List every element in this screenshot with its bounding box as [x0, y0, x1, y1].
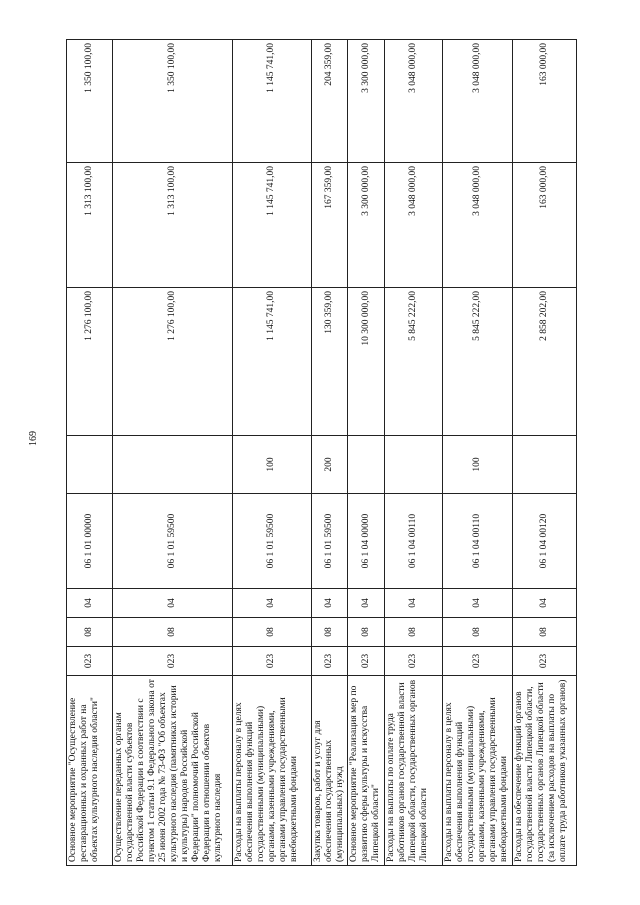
table-row	[348, 40, 385, 866]
row-amount-year3: 3 048 000,00	[385, 40, 443, 163]
row-expense-type	[513, 436, 577, 494]
row-amount-year1: 2 858 202,00	[513, 288, 577, 436]
row-amount-year2: 3 048 000,00	[443, 163, 513, 288]
row-section: 08	[312, 618, 348, 647]
table-row	[513, 40, 577, 866]
row-admin-code: 023	[513, 647, 577, 676]
row-target-article: 06 1 01 59500	[233, 494, 312, 589]
row-section: 08	[443, 618, 513, 647]
row-section: 08	[513, 618, 577, 647]
row-expense-type: 200	[312, 436, 348, 494]
row-amount-year1: 1 145 741,00	[233, 288, 312, 436]
row-amount-year2: 167 359,00	[312, 163, 348, 288]
row-subsection: 04	[67, 589, 113, 618]
row-section: 08	[113, 618, 233, 647]
rotated-page	[66, 40, 572, 866]
row-name: Основное мероприятие "Реализация мер по развитию сферы культуры и искусства Липецкой области"	[348, 676, 385, 866]
row-amount-year1: 130 359,00	[312, 288, 348, 436]
row-amount-year3: 3 048 000,00	[443, 40, 513, 163]
row-amount-year1: 1 276 100,00	[113, 288, 233, 436]
table-row	[113, 40, 233, 866]
row-expense-type	[113, 436, 233, 494]
row-subsection: 04	[113, 589, 233, 618]
table-row	[67, 40, 113, 866]
row-amount-year2: 163 000,00	[513, 163, 577, 288]
row-name: Основное мероприятие "Осуществление реставрационных и охранных работ на объектах культурного наследия области"	[67, 676, 113, 866]
row-amount-year3: 163 000,00	[513, 40, 577, 163]
row-amount-year2: 1 313 100,00	[113, 163, 233, 288]
row-subsection: 04	[443, 589, 513, 618]
row-name: Закупка товаров, работ и услуг для обеспечения государственных (муниципальных) нужд	[312, 676, 348, 866]
row-name: Расходы на обеспечение функций органов государственной власти Липецкой области, государственных органов Липецкой области (за исключением расходов на выплаты по оплате труда работников указанных органов)	[513, 676, 577, 866]
row-target-article: 06 1 04 00120	[513, 494, 577, 589]
row-amount-year2: 1 313 100,00	[67, 163, 113, 288]
row-subsection: 04	[233, 589, 312, 618]
row-subsection: 04	[513, 589, 577, 618]
row-admin-code: 023	[233, 647, 312, 676]
row-admin-code: 023	[348, 647, 385, 676]
row-target-article: 06 1 01 59500	[312, 494, 348, 589]
row-name: Расходы на выплаты по оплате труда работников органов государственной власти Липецкой области, государственных органов Липецкой области	[385, 676, 443, 866]
row-amount-year1: 5 845 222,00	[385, 288, 443, 436]
row-admin-code: 023	[385, 647, 443, 676]
row-amount-year1: 10 300 000,00	[348, 288, 385, 436]
row-subsection: 04	[385, 589, 443, 618]
row-subsection: 04	[312, 589, 348, 618]
row-name: Расходы на выплаты персоналу в целях обеспечения выполнения функций государственными (муниципальными) органами, казенными учреждениями, органами управления государственными внебюджетными фондами	[443, 676, 513, 866]
row-amount-year3: 3 300 000,00	[348, 40, 385, 163]
row-expense-type: 100	[443, 436, 513, 494]
row-admin-code: 023	[113, 647, 233, 676]
row-subsection: 04	[348, 589, 385, 618]
row-target-article: 06 1 01 00000	[67, 494, 113, 589]
row-expense-type	[67, 436, 113, 494]
row-name: Расходы на выплаты персоналу в целях обеспечения выполнения функций государственными (муниципальными) органами, казенными учреждениями, органами управления государственными внебюджетными фондами	[233, 676, 312, 866]
budget-table	[66, 39, 577, 866]
table-body	[67, 40, 577, 866]
table-row	[385, 40, 443, 866]
row-target-article: 06 1 04 00110	[385, 494, 443, 589]
row-amount-year3: 1 350 100,00	[67, 40, 113, 163]
row-target-article: 06 1 01 59500	[113, 494, 233, 589]
row-expense-type	[348, 436, 385, 494]
row-amount-year3: 1 350 100,00	[113, 40, 233, 163]
table-row	[233, 40, 312, 866]
row-target-article: 06 1 04 00000	[348, 494, 385, 589]
row-target-article: 06 1 04 00110	[443, 494, 513, 589]
row-amount-year2: 3 300 000,00	[348, 163, 385, 288]
row-admin-code: 023	[312, 647, 348, 676]
row-section: 08	[233, 618, 312, 647]
page-number: 169	[28, 431, 39, 446]
row-amount-year3: 1 145 741,00	[233, 40, 312, 163]
row-amount-year1: 1 276 100,00	[67, 288, 113, 436]
row-amount-year1: 5 845 222,00	[443, 288, 513, 436]
row-amount-year2: 3 048 000,00	[385, 163, 443, 288]
row-section: 08	[385, 618, 443, 647]
row-amount-year2: 1 145 741,00	[233, 163, 312, 288]
table-row	[443, 40, 513, 866]
row-section: 08	[348, 618, 385, 647]
row-name: Осуществление переданных органам государственной власти субъектов Российской Федерации в соответствии с пунктом 1 статьи 9.1 Федерального закона от 25 июня 2002 года № 73-ФЗ "Об объектах культурного наследия (памятниках истории и культуры) народов Российской Федерации" полномочий Российской Федерации в отношении объектов культурного наследия	[113, 676, 233, 866]
table-row	[312, 40, 348, 866]
row-admin-code: 023	[443, 647, 513, 676]
row-admin-code: 023	[67, 647, 113, 676]
row-expense-type: 100	[233, 436, 312, 494]
row-amount-year3: 204 359,00	[312, 40, 348, 163]
row-expense-type	[385, 436, 443, 494]
row-section: 08	[67, 618, 113, 647]
